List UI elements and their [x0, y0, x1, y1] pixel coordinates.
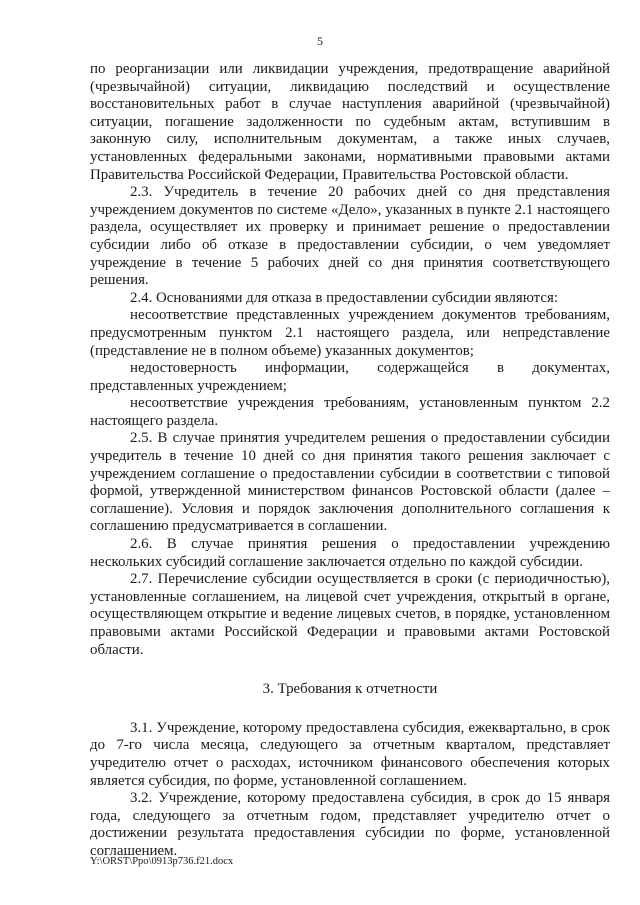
paragraph-2-6: 2.6. В случае принятия решения о предоставлении учреждению нескольких субсидий соглашение заключается отдельно по каждой субсидии. [90, 536, 610, 570]
paragraph-3-1: 3.1. Учреждение, которому предоставлена субсидия, ежеквартально, в срок до 7-го числа месяца, следующего за отчетным кварталом, представляет учредителю отчет о расходах, источником финансового обеспечения которых является субсидия, по форме, установленной соглашением. [90, 719, 610, 789]
paragraph-2-3: 2.3. Учредитель в течение 20 рабочих дней со дня представления учреждением документов по системе «Дело», указанных в пункте 2.1 настоящего раздела, осуществляет их проверку и принимает решение о предоставлении субсидии либо об отказе в предоставлении субсидии, о чем уведомляет учреждение в течение 5 рабочих дней со дня принятия соответствующего решения. [90, 184, 610, 289]
section-heading: 3. Требования к отчетности [262, 681, 438, 698]
paragraph-2-7: 2.7. Перечисление субсидии осуществляется в сроки (с периодичностью), установленные соглашением, на лицевой счет учреждения, открытый в органе, осуществляющем открытие и ведение лицевых счетов, в порядке, установленном правовыми актами Российской Федерации и правовыми актами Ростовской области. [90, 571, 610, 658]
document-body [90, 61, 610, 861]
paragraph-2-4-item-2: недостоверность информации, содержащейся в документах, представленных учреждением; [90, 360, 610, 394]
paragraph-2-4-item-1: несоответствие представленных учреждением документов требованиям, предусмотренным пунктом 2.1 настоящего раздела, или непредставление (представление не в полном объеме) указанных документов; [90, 307, 610, 359]
page-number: 5 [317, 34, 323, 48]
paragraph-2-4-item-3: несоответствие учреждения требованиям, установленным пунктом 2.2 настоящего раздела. [90, 395, 610, 429]
paragraph-3-2: 3.2. Учреждение, которому предоставлена субсидия, в срок до 15 января года, следующего за отчетным годом, представляет учредителю отчет о достижении результата предоставления субсидии по форме, установленной соглашением. [90, 790, 610, 859]
paragraph-2-4: 2.4. Основаниями для отказа в предоставлении субсидии являются: [130, 289, 558, 306]
paragraph-continuation: по реорганизации или ликвидации учреждения, предотвращение аварийной (чрезвычайной) ситуации, ликвидацию последствий и осуществление восстановительных работ в случае наступления аварийной (чрезвычайной) ситуации, погашение задолженности по судебным актам, вступившим в законную силу, исполнительным документам, а также иных случаев, установленных федеральными законами, нормативными правовыми актами Правительства Российской Федерации, Правительства Ростовской области. [90, 61, 610, 183]
footer-file-path: Y:\ORST\Ppo\0913p736.f21.docx [90, 856, 234, 867]
paragraph-2-5: 2.5. В случае принятия учредителем решения о предоставлении субсидии учредитель в течение 10 дней со дня принятия такого решения заключает с учреждением соглашение о предоставлении субсидии в соответствии с типовой формой, утвержденной министерством финансов Ростовской области (далее – соглашение). Условия и порядок заключения дополнительного соглашения к соглашению предусматривается в соглашении. [90, 430, 610, 535]
